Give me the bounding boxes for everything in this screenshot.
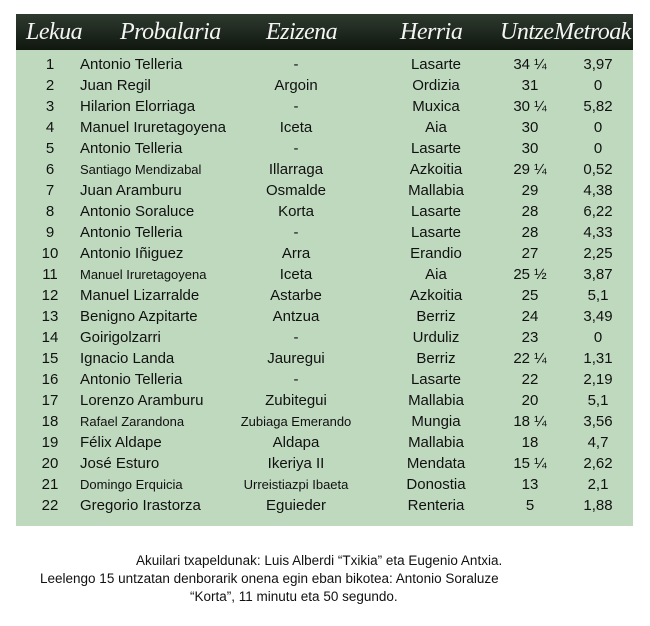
town-cell: Lasarte bbox=[410, 203, 462, 220]
nickname-cell: Osmalde bbox=[265, 182, 327, 199]
ounce-cell: 30 bbox=[521, 140, 539, 157]
town-cell: Mallabia bbox=[408, 182, 464, 199]
rank-cell: 19 bbox=[41, 434, 59, 451]
town-cell: Lasarte bbox=[410, 371, 462, 388]
footnote-line-1: Akuilari txapeldunak: Luis Alberdi “Txikia” eta Eugenio Antxia. bbox=[136, 553, 503, 568]
town-cell: Berriz bbox=[416, 350, 456, 367]
header-name: Probalaria bbox=[120, 19, 221, 45]
name-cell: Antonio Telleria bbox=[80, 140, 183, 157]
town-cell: Lasarte bbox=[410, 56, 462, 73]
name-cell: Rafael Zarandona bbox=[80, 414, 185, 429]
table-row bbox=[16, 243, 633, 264]
meter-cell: 6,22 bbox=[583, 203, 613, 220]
rank-cell: 11 bbox=[42, 266, 58, 283]
town-cell: Ordizia bbox=[412, 77, 460, 94]
rank-cell: 17 bbox=[41, 392, 59, 409]
table-row bbox=[16, 75, 633, 96]
table-row bbox=[16, 432, 633, 453]
table-row bbox=[16, 285, 633, 306]
name-cell: Juan Regil bbox=[80, 77, 151, 94]
name-cell: Antonio Telleria bbox=[80, 224, 183, 241]
nickname-cell: - bbox=[293, 56, 299, 73]
footnote-line-3: “Korta”, 11 minutu eta 50 segundo. bbox=[190, 589, 398, 604]
town-cell: Erandio bbox=[410, 245, 462, 262]
rank-cell: 1 bbox=[45, 56, 55, 73]
table-row bbox=[16, 327, 633, 348]
meter-cell: 3,97 bbox=[583, 56, 613, 73]
name-cell: Antonio Iñiguez bbox=[80, 245, 184, 262]
nickname-cell: Jauregui bbox=[267, 350, 325, 367]
town-cell: Donostia bbox=[406, 476, 466, 493]
meter-cell: 0 bbox=[593, 329, 603, 346]
meter-cell: 0,52 bbox=[583, 161, 613, 178]
name-cell: Juan Aramburu bbox=[80, 182, 182, 199]
rank-cell: 8 bbox=[45, 203, 55, 220]
ounce-cell: 29 bbox=[521, 182, 539, 199]
town-cell: Urduliz bbox=[412, 329, 460, 346]
name-cell: Gregorio Irastorza bbox=[80, 497, 201, 514]
meter-cell: 4,33 bbox=[583, 224, 613, 241]
ounce-cell: 28 bbox=[521, 203, 539, 220]
rank-cell: 9 bbox=[45, 224, 55, 241]
header-town: Herria bbox=[400, 19, 463, 45]
meter-cell: 5,1 bbox=[587, 287, 609, 304]
meter-cell: 3,49 bbox=[583, 308, 613, 325]
town-cell: Mallabia bbox=[408, 434, 464, 451]
nickname-cell: Argoin bbox=[274, 77, 318, 94]
table-row bbox=[16, 117, 633, 138]
rank-cell: 18 bbox=[41, 413, 59, 430]
footnote-line-2: Leelengo 15 untzatan denborarik onena egin eban bikotea: Antonio Soraluze bbox=[40, 571, 499, 586]
nickname-cell: Iceta bbox=[279, 119, 313, 136]
meter-cell: 1,31 bbox=[583, 350, 613, 367]
ounce-cell: 23 bbox=[521, 329, 539, 346]
table-row bbox=[16, 495, 633, 516]
rank-cell: 13 bbox=[41, 308, 59, 325]
name-cell: Antonio Soraluce bbox=[80, 203, 195, 220]
table-row bbox=[16, 411, 633, 432]
table-body bbox=[16, 54, 633, 516]
ounce-cell: 20 bbox=[521, 392, 539, 409]
meter-cell: 0 bbox=[593, 77, 603, 94]
town-cell: Mendata bbox=[406, 455, 466, 472]
ounce-cell: 31 bbox=[521, 77, 539, 94]
meter-cell: 5,1 bbox=[587, 392, 609, 409]
rank-cell: 15 bbox=[41, 350, 59, 367]
rank-cell: 16 bbox=[41, 371, 59, 388]
table-row bbox=[16, 180, 633, 201]
table-row bbox=[16, 390, 633, 411]
town-cell: Mungia bbox=[411, 413, 461, 430]
town-cell: Azkoitia bbox=[409, 287, 463, 304]
table-row bbox=[16, 54, 633, 75]
town-cell: Renteria bbox=[407, 497, 465, 514]
ounce-cell: 29 ¼ bbox=[513, 161, 547, 178]
nickname-cell: Zubitegui bbox=[265, 392, 327, 409]
meter-cell: 5,82 bbox=[583, 98, 613, 115]
results-table bbox=[16, 14, 633, 526]
name-cell: Hilarion Elorriaga bbox=[80, 98, 196, 115]
ounce-cell: 24 bbox=[521, 308, 539, 325]
ounce-cell: 22 ¼ bbox=[513, 350, 547, 367]
rank-cell: 12 bbox=[41, 287, 59, 304]
meter-cell: 2,1 bbox=[587, 476, 609, 493]
ounce-cell: 34 ¼ bbox=[513, 56, 547, 73]
nickname-cell: Zubiaga Emerando bbox=[240, 414, 352, 429]
ounce-cell: 18 ¼ bbox=[513, 413, 547, 430]
table-row bbox=[16, 201, 633, 222]
town-cell: Aia bbox=[425, 119, 447, 136]
ounce-cell: 30 ¼ bbox=[513, 98, 547, 115]
table-row bbox=[16, 453, 633, 474]
rank-cell: 4 bbox=[45, 119, 55, 136]
header-ounce: Untze bbox=[500, 19, 554, 45]
nickname-cell: Antzua bbox=[272, 308, 320, 325]
meter-cell: 4,7 bbox=[587, 434, 609, 451]
meter-cell: 0 bbox=[593, 119, 603, 136]
table-row bbox=[16, 369, 633, 390]
meter-cell: 2,62 bbox=[583, 455, 613, 472]
meter-cell: 1,88 bbox=[583, 497, 613, 514]
rank-cell: 3 bbox=[45, 98, 55, 115]
rank-cell: 20 bbox=[41, 455, 59, 472]
header-boat: Ezizena bbox=[266, 19, 338, 45]
table-row bbox=[16, 348, 633, 369]
table-row bbox=[16, 138, 633, 159]
name-cell: José Esturo bbox=[80, 455, 160, 472]
meter-cell: 4,38 bbox=[583, 182, 613, 199]
nickname-cell: Illarraga bbox=[268, 161, 324, 178]
meter-cell: 3,87 bbox=[583, 266, 613, 283]
nickname-cell: Ikeriya II bbox=[267, 455, 325, 472]
rank-cell: 5 bbox=[45, 140, 55, 157]
nickname-cell: Astarbe bbox=[270, 287, 322, 304]
table-row bbox=[16, 159, 633, 180]
header-rank: Lekua bbox=[26, 19, 83, 45]
name-cell: Manuel Lizarralde bbox=[80, 287, 200, 304]
nickname-cell: Arra bbox=[281, 245, 311, 262]
town-cell: Aia bbox=[425, 266, 447, 283]
table-row bbox=[16, 474, 633, 495]
ounce-cell: 28 bbox=[521, 224, 539, 241]
name-cell: Domingo Erquicia bbox=[80, 477, 183, 492]
name-cell: Félix Aldape bbox=[80, 434, 162, 451]
table-row bbox=[16, 264, 633, 285]
nickname-cell: Eguieder bbox=[265, 497, 327, 514]
name-cell: Ignacio Landa bbox=[80, 350, 175, 367]
meter-cell: 2,19 bbox=[583, 371, 613, 388]
nickname-cell: - bbox=[293, 329, 299, 346]
name-cell: Antonio Telleria bbox=[80, 56, 183, 73]
name-cell: Goirigolzarri bbox=[80, 329, 161, 346]
town-cell: Mallabia bbox=[408, 392, 464, 409]
meter-cell: 3,56 bbox=[583, 413, 613, 430]
rank-cell: 7 bbox=[45, 182, 55, 199]
rank-cell: 21 bbox=[41, 476, 59, 493]
nickname-cell: Iceta bbox=[279, 266, 313, 283]
ounce-cell: 15 ¼ bbox=[513, 455, 547, 472]
name-cell: Santiago Mendizabal bbox=[80, 162, 202, 177]
nickname-cell: - bbox=[293, 140, 299, 157]
town-cell: Lasarte bbox=[410, 224, 462, 241]
ounce-cell: 22 bbox=[521, 371, 539, 388]
table-header bbox=[16, 14, 633, 50]
name-cell: Lorenzo Aramburu bbox=[80, 392, 204, 409]
name-cell: Manuel Iruretagoyena bbox=[80, 267, 207, 282]
ounce-cell: 25 ½ bbox=[513, 266, 547, 283]
ounce-cell: 18 bbox=[521, 434, 539, 451]
town-cell: Berriz bbox=[416, 308, 456, 325]
table-row bbox=[16, 306, 633, 327]
header-meter: Metroak bbox=[554, 19, 631, 45]
rank-cell: 10 bbox=[41, 245, 59, 262]
meter-cell: 0 bbox=[593, 140, 603, 157]
rank-cell: 2 bbox=[45, 77, 55, 94]
table-row bbox=[16, 96, 633, 117]
rank-cell: 22 bbox=[41, 497, 59, 514]
name-cell: Benigno Azpitarte bbox=[80, 308, 198, 325]
nickname-cell: - bbox=[293, 224, 299, 241]
rank-cell: 6 bbox=[45, 161, 55, 178]
ounce-cell: 5 bbox=[525, 497, 535, 514]
name-cell: Antonio Telleria bbox=[80, 371, 183, 388]
nickname-cell: Aldapa bbox=[272, 434, 320, 451]
nickname-cell: Urreistiazpi Ibaeta bbox=[243, 477, 349, 492]
ounce-cell: 13 bbox=[521, 476, 539, 493]
meter-cell: 2,25 bbox=[583, 245, 613, 262]
table-row bbox=[16, 222, 633, 243]
nickname-cell: - bbox=[293, 98, 299, 115]
ounce-cell: 27 bbox=[521, 245, 539, 262]
nickname-cell: - bbox=[293, 371, 299, 388]
ounce-cell: 25 bbox=[521, 287, 539, 304]
nickname-cell: Korta bbox=[278, 203, 314, 220]
name-cell: Manuel Iruretagoyena bbox=[80, 119, 226, 136]
town-cell: Azkoitia bbox=[409, 161, 463, 178]
town-cell: Lasarte bbox=[410, 140, 462, 157]
ounce-cell: 30 bbox=[521, 119, 539, 136]
town-cell: Muxica bbox=[412, 98, 460, 115]
rank-cell: 14 bbox=[41, 329, 59, 346]
